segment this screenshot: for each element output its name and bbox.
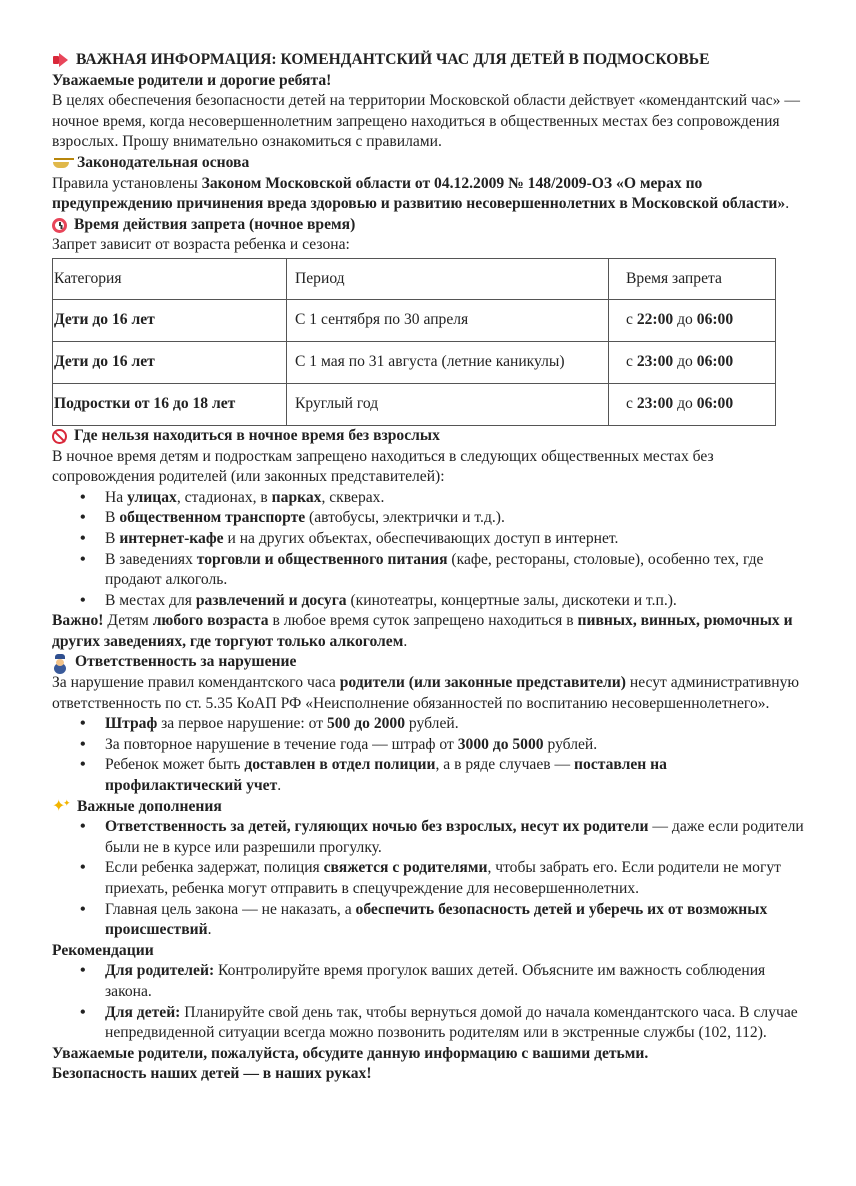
row-time: с 23:00 до 06:00	[609, 383, 776, 425]
row-category: Дети до 16 лет	[54, 311, 155, 329]
row-period: Круглый год	[287, 383, 609, 425]
places-heading: Где нельзя находиться в ночное время без взрослых	[52, 426, 806, 447]
list-item: • В заведениях торговли и общественного питания (кафе, рестораны, столовые), особенно тех, где продают алкоголь.	[105, 550, 806, 591]
list-item: • Для детей: Планируйте свой день так, чтобы вернуться домой до начала комендантского часа. В случае непредвиденной ситуации всегда можно позвонить родителям или в экстренные службы (102, 112).	[105, 1003, 806, 1044]
list-item: • Штраф за первое нарушение: от 500 до 2000 рублей.	[105, 714, 806, 735]
greeting: Уважаемые родители и дорогие ребята!	[52, 71, 332, 89]
list-item: • Для родителей: Контролируйте время прогулок ваших детей. Объясните им важность соблюдения закона.	[105, 961, 806, 1002]
prohibited-icon	[52, 429, 67, 444]
table-row	[53, 299, 776, 341]
row-period: С 1 мая по 31 августа (летние каникулы)	[287, 341, 609, 383]
list-item: • В общественном транспорте (автобусы, электрички и т.д.).	[105, 508, 806, 529]
additions-list	[52, 817, 806, 941]
legal-heading: Законодательная основа	[52, 153, 806, 174]
table-row	[53, 341, 776, 383]
additions-heading: ✦ ✦ Важные дополнения	[52, 797, 806, 818]
intro-paragraph: В целях обеспечения безопасности детей на территории Московской области действует «комендантский час» — ночное время, когда несовершеннолетним запрещено находиться в общественных местах без сопровождения взрослых. Прошу внимательно ознакомиться с правилами.	[52, 92, 800, 151]
header-time: Время запрета	[609, 258, 776, 299]
alarm-clock-icon	[52, 218, 67, 233]
row-category: Дети до 16 лет	[54, 353, 155, 371]
table-row	[53, 383, 776, 425]
recommendations-heading: Рекомендации	[52, 941, 154, 959]
responsibility-intro: За нарушение правил комендантского часа родители (или законные представители) несут административную ответственность по ст. 5.35 КоАП РФ «Неисполнение обязанностей по воспитанию несовершеннолетнего».	[52, 674, 800, 712]
places-intro: В ночное время детям и подросткам запрещено находиться в следующих общественных местах без сопровождения родителей (или законных представителей):	[52, 447, 714, 486]
legal-paragraph: Правила установлены Законом Московской области от 04.12.2009 № 148/2009-ОЗ «О мерах по предупреждению причинения вреда здоровью и развитию несовершеннолетних в Московской области».	[52, 174, 790, 213]
header-period: Период	[287, 258, 609, 299]
important-note: Важно! Детям любого возраста в любое время суток запрещено находиться в пивных, винных, рюмочных и других заведениях, где торгуют только алкоголем.	[52, 612, 793, 650]
police-officer-icon	[52, 654, 68, 671]
closing-line-2: Безопасность наших детей — в наших руках!	[52, 1065, 372, 1083]
closing-line-1: Уважаемые родители, пожалуйста, обсудите данную информацию с вашими детьми.	[52, 1044, 649, 1062]
responsibility-list	[52, 714, 806, 796]
recommendations-list	[52, 961, 806, 1043]
row-category: Подростки от 16 до 18 лет	[54, 395, 236, 413]
row-period: С 1 сентября по 30 апреля	[287, 299, 609, 341]
list-item: • На улицах, стадионах, в парках, скверах.	[105, 488, 806, 509]
row-time: с 22:00 до 06:00	[609, 299, 776, 341]
document-title: ВАЖНАЯ ИНФОРМАЦИЯ: КОМЕНДАНТСКИЙ ЧАС ДЛЯ ДЕТЕЙ В ПОДМОСКОВЬЕ	[52, 50, 806, 71]
list-item: • За повторное нарушение в течение года — штраф от 3000 до 5000 рублей.	[105, 735, 806, 756]
table-header-row	[53, 258, 776, 299]
time-intro: Запрет зависит от возраста ребенка и сезона:	[52, 236, 350, 254]
list-item: • В местах для развлечений и досуга (кинотеатры, концертные залы, дискотеки и т.п.).	[105, 591, 806, 612]
places-list	[52, 488, 806, 612]
header-category: Категория	[53, 258, 287, 299]
row-time: с 23:00 до 06:00	[609, 341, 776, 383]
curfew-table	[52, 258, 776, 426]
responsibility-heading: Ответственность за нарушение	[52, 652, 806, 673]
sparkles-icon	[52, 798, 70, 815]
scales-icon	[52, 156, 70, 170]
time-heading: Время действия запрета (ночное время)	[52, 215, 806, 236]
list-item: • Главная цель закона — не наказать, а обеспечить безопасность детей и уберечь их от возможных происшествий.	[105, 900, 806, 941]
list-item: • Если ребенка задержат, полиция свяжется с родителями, чтобы забрать его. Если родители не могут приехать, ребенка могут отправить в спецучреждение для несовершеннолетних.	[105, 858, 806, 899]
megaphone-icon	[52, 52, 70, 68]
list-item: • Ребенок может быть доставлен в отдел полиции, а в ряде случаев — поставлен на профилактический учет.	[105, 755, 806, 796]
list-item: • В интернет-кафе и на других объектах, обеспечивающих доступ в интернет.	[105, 529, 806, 550]
list-item: • Ответственность за детей, гуляющих ночью без взрослых, несут их родители — даже если родители были не в курсе или разрешили прогулку.	[105, 817, 806, 858]
